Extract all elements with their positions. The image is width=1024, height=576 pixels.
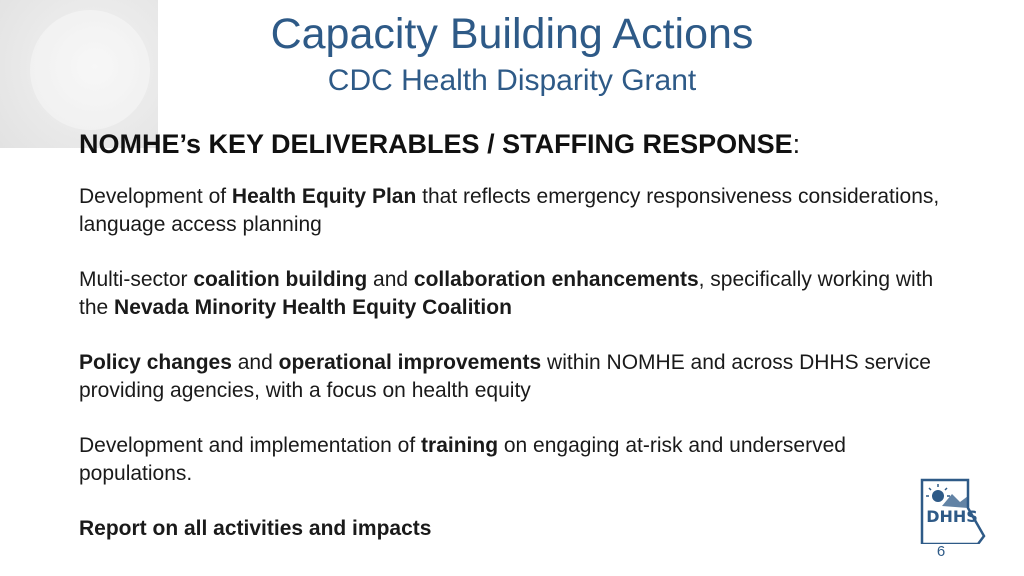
sun-icon [926, 484, 950, 502]
logo-text: DHHS [926, 507, 978, 526]
mountains [942, 494, 968, 508]
slide-subtitle: CDC Health Disparity Grant [327, 64, 697, 97]
deliverable-training: Development and implementation of training on engaging at-risk and underserved populations. [79, 434, 846, 485]
slide-title: Capacity Building Actions [270, 10, 754, 58]
section-heading [79, 125, 800, 163]
deliverable-policy-changes: Policy changes and operational improvements within NOMHE and across DHHS service providing agencies, with a focus on health equity [79, 351, 931, 402]
dhhs-logo-icon [918, 474, 988, 544]
deliverable-health-equity-plan: Development of Health Equity Plan that reflects emergency responsiveness considerations, language access planning [79, 185, 940, 236]
section-heading-colon: : [792, 129, 801, 159]
deliverable-report: Report on all activities and impacts [79, 517, 432, 540]
deliverable-coalition-building: Multi-sector coalition building and collaboration enhancements, specifically working with the Nevada Minority Health Equity Coalition [79, 268, 934, 319]
page-number: 6 [936, 543, 946, 560]
section-heading-text: NOMHE’s KEY DELIVERABLES / STAFFING RESPONSE [79, 129, 793, 159]
